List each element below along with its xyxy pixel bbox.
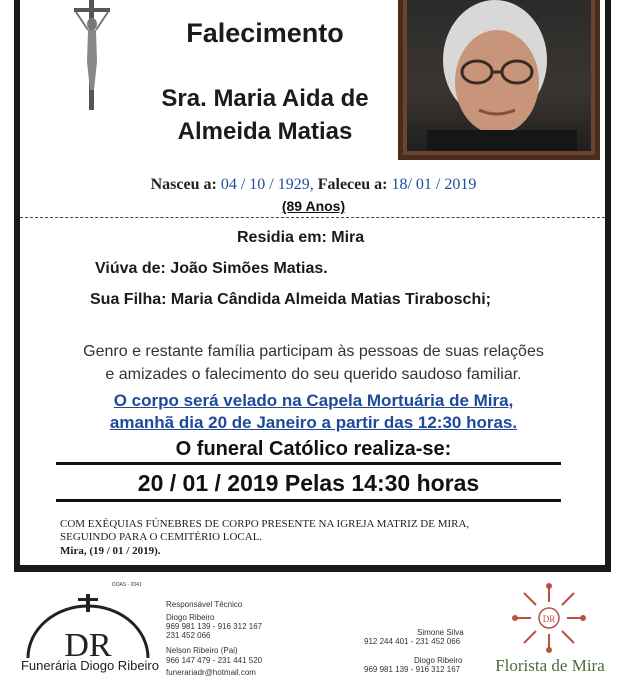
funeral-datetime: 20 / 01 / 2019 Pelas 14:30 horas xyxy=(56,462,561,502)
simone-name: Simone Silva xyxy=(417,628,464,637)
birth-date: 04 / 10 / 1929, xyxy=(220,176,314,193)
age: (89 Anos) xyxy=(281,198,346,214)
portrait-photo xyxy=(398,0,600,160)
tech-name: Diogo Ribeiro xyxy=(166,613,215,622)
wake-info-line2: amanhã dia 20 de Janeiro a partir das 12:30 horas. xyxy=(109,413,518,432)
died-label: Faleceu a: xyxy=(317,176,388,193)
birth-death-dates xyxy=(0,176,627,194)
simone-phone: 912 244 401 - 231 452 066 xyxy=(364,637,461,646)
page-title: Falecimento xyxy=(186,18,344,48)
tech-phone: 969 981 139 - 916 312 167 xyxy=(166,622,263,631)
born-label: Nasceu a: xyxy=(150,176,217,193)
notice-date: Mira, (19 / 01 / 2019). xyxy=(60,545,161,557)
nelson-name: Nelson Ribeiro (Pai) xyxy=(166,646,238,655)
nelson-phone: 966 147 479 - 231 441 520 xyxy=(166,656,263,665)
divider xyxy=(20,217,605,218)
florista-initials: DR xyxy=(542,614,556,624)
notice-line1: COM EXÉQUIAS FÚNEBRES DE CORPO PRESENTE NA IGREJA MATRIZ DE MIRA, xyxy=(60,518,470,530)
family-message-line1: Genro e restante família participam às pessoas de suas relações xyxy=(83,343,544,360)
deceased-name-line1: Sra. Maria Aida de xyxy=(161,85,369,112)
notice-line2: SEGUINDO PARA O CEMITÉRIO LOCAL. xyxy=(60,531,263,543)
daughter: Sua Filha: Maria Cândida Almeida Matias Tiraboschi; xyxy=(90,291,491,308)
diogo-name: Diogo Ribeiro xyxy=(414,656,463,665)
tech-title: Responsável Técnico xyxy=(166,600,243,609)
deceased-name-line2: Almeida Matias xyxy=(177,118,353,145)
florista-logo xyxy=(507,582,591,654)
florista-name: Florista de Mira xyxy=(495,656,605,675)
funeral-home-logo xyxy=(20,592,155,662)
death-date: 18/ 01 / 2019 xyxy=(391,176,477,193)
family-message-line2: e amizades o falecimento do seu querido saudoso familiar. xyxy=(105,366,522,383)
email: funerariadr@hotmail.com xyxy=(166,668,256,677)
funeral-title: O funeral Católico realiza-se: xyxy=(175,438,452,460)
logo-code: DOAS - 2041 xyxy=(112,582,142,588)
widow-of: Viúva de: João Simões Matias. xyxy=(95,260,328,277)
company-name: Funerária Diogo Ribeiro xyxy=(20,658,159,673)
residence: Residia em: Mira xyxy=(237,229,365,246)
tech-phone2: 231 452 066 xyxy=(166,631,211,640)
crucifix-icon xyxy=(70,0,114,110)
logo-initials: DR xyxy=(64,627,112,662)
wake-info-line1: O corpo será velado na Capela Mortuária de Mira, xyxy=(113,391,514,410)
diogo-phone: 969 981 139 - 916 312 167 xyxy=(364,665,461,674)
